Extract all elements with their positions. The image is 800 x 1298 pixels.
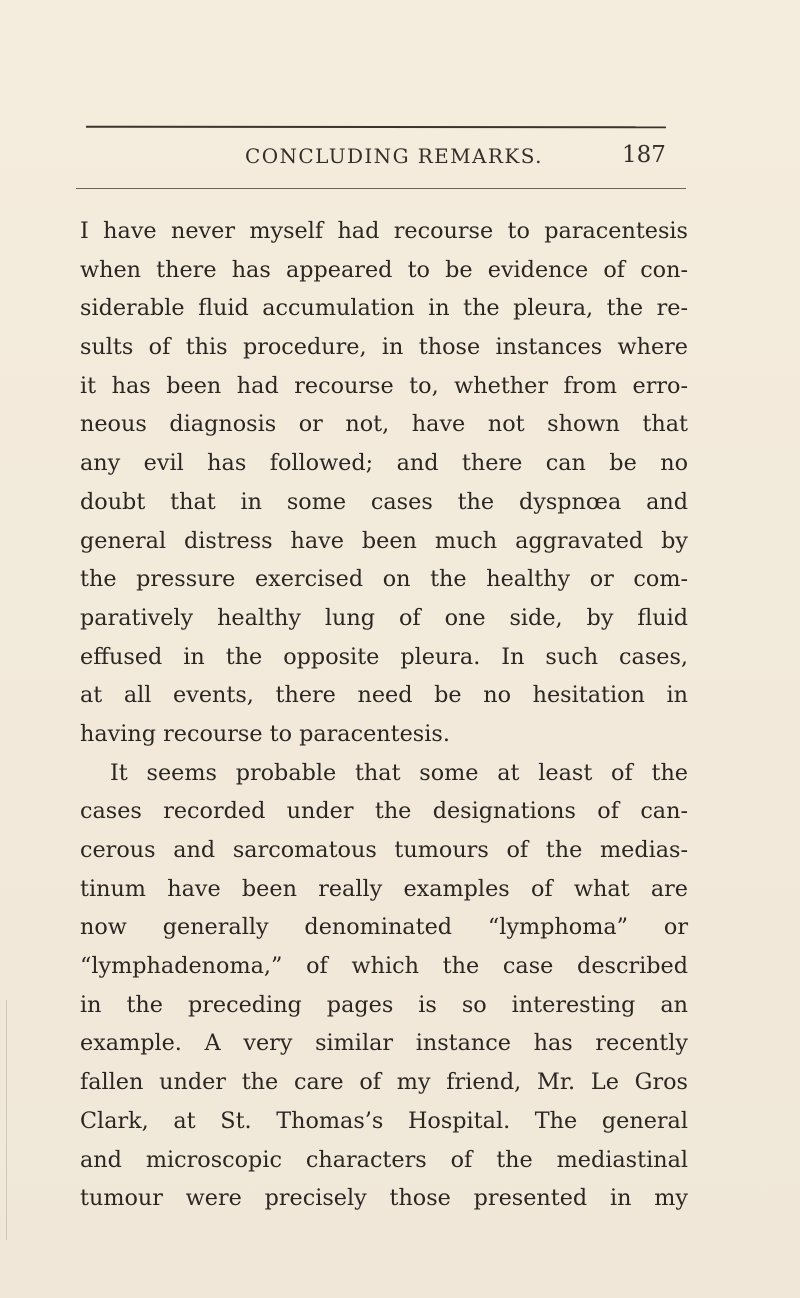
paragraph-1-line-8: doubt that in some cases the dyspnœa and	[80, 488, 688, 515]
paragraph-2-line-2: cases recorded under the designations of can-	[80, 798, 688, 825]
paragraph-2-line-5: now generally denominated “lymphoma” or	[80, 914, 688, 941]
paragraph-2-line-3: cerous and sarcomatous tumours of the medias-	[80, 837, 688, 863]
paragraph-2-line-11: and microscopic characters of the mediastinal	[80, 1146, 688, 1173]
paragraph-1-line-11: paratively healthy lung of one side, by fluid	[80, 604, 688, 631]
paragraph-2-line-12: tumour were precisely those presented in my	[80, 1185, 688, 1212]
paragraph-1-line-4: sults of this procedure, in those instances where	[80, 334, 688, 361]
paragraph-1-line-5: it has been had recourse to, whether from erro-	[80, 372, 688, 399]
paragraph-2-line-1: It seems probable that some at least of the	[110, 759, 688, 786]
paragraph-2-line-8: example. A very similar instance has recently	[80, 1030, 688, 1057]
paragraph-1-line-13: at all events, there need be no hesitation in	[80, 682, 688, 709]
paragraph-2-line-6: “lymphadenoma,” of which the case described	[80, 953, 688, 980]
paragraph-2-line-7: in the preceding pages is so interesting an	[80, 991, 688, 1018]
header-rule	[76, 188, 686, 189]
paragraph-1-line-7: any evil has followed; and there can be no	[80, 450, 688, 477]
paragraph-1-line-10: the pressure exercised on the healthy or com-	[80, 566, 688, 593]
page-edge-shadow	[6, 1000, 7, 1240]
paragraph-1-line-1: I have never myself had recourse to paracentesis	[80, 218, 688, 244]
paragraph-1-line-6: neous diagnosis or not, have not shown that	[80, 411, 688, 438]
body-text	[80, 212, 688, 1218]
paragraph-1-line-3: siderable fluid accumulation in the pleura, the re-	[80, 295, 688, 322]
paragraph-2-line-4: tinum have been really examples of what are	[80, 875, 688, 902]
paragraph-1-line-2: when there has appeared to be evidence of con-	[80, 256, 688, 283]
paragraph-1-line-9: general distress have been much aggravated by	[80, 527, 688, 554]
page-number: 187	[622, 142, 666, 168]
top-rule	[86, 126, 666, 129]
running-title: CONCLUDING REMARKS.	[245, 144, 543, 168]
paragraph-1-line-12: effused in the opposite pleura. In such cases,	[80, 643, 688, 670]
paragraph-2-line-9: fallen under the care of my friend, Mr. Le Gros	[80, 1069, 688, 1096]
paragraph-2-line-10: Clark, at St. Thomas’s Hospital. The general	[80, 1107, 688, 1134]
paragraph-1-line-14: having recourse to paracentesis.	[80, 720, 450, 747]
